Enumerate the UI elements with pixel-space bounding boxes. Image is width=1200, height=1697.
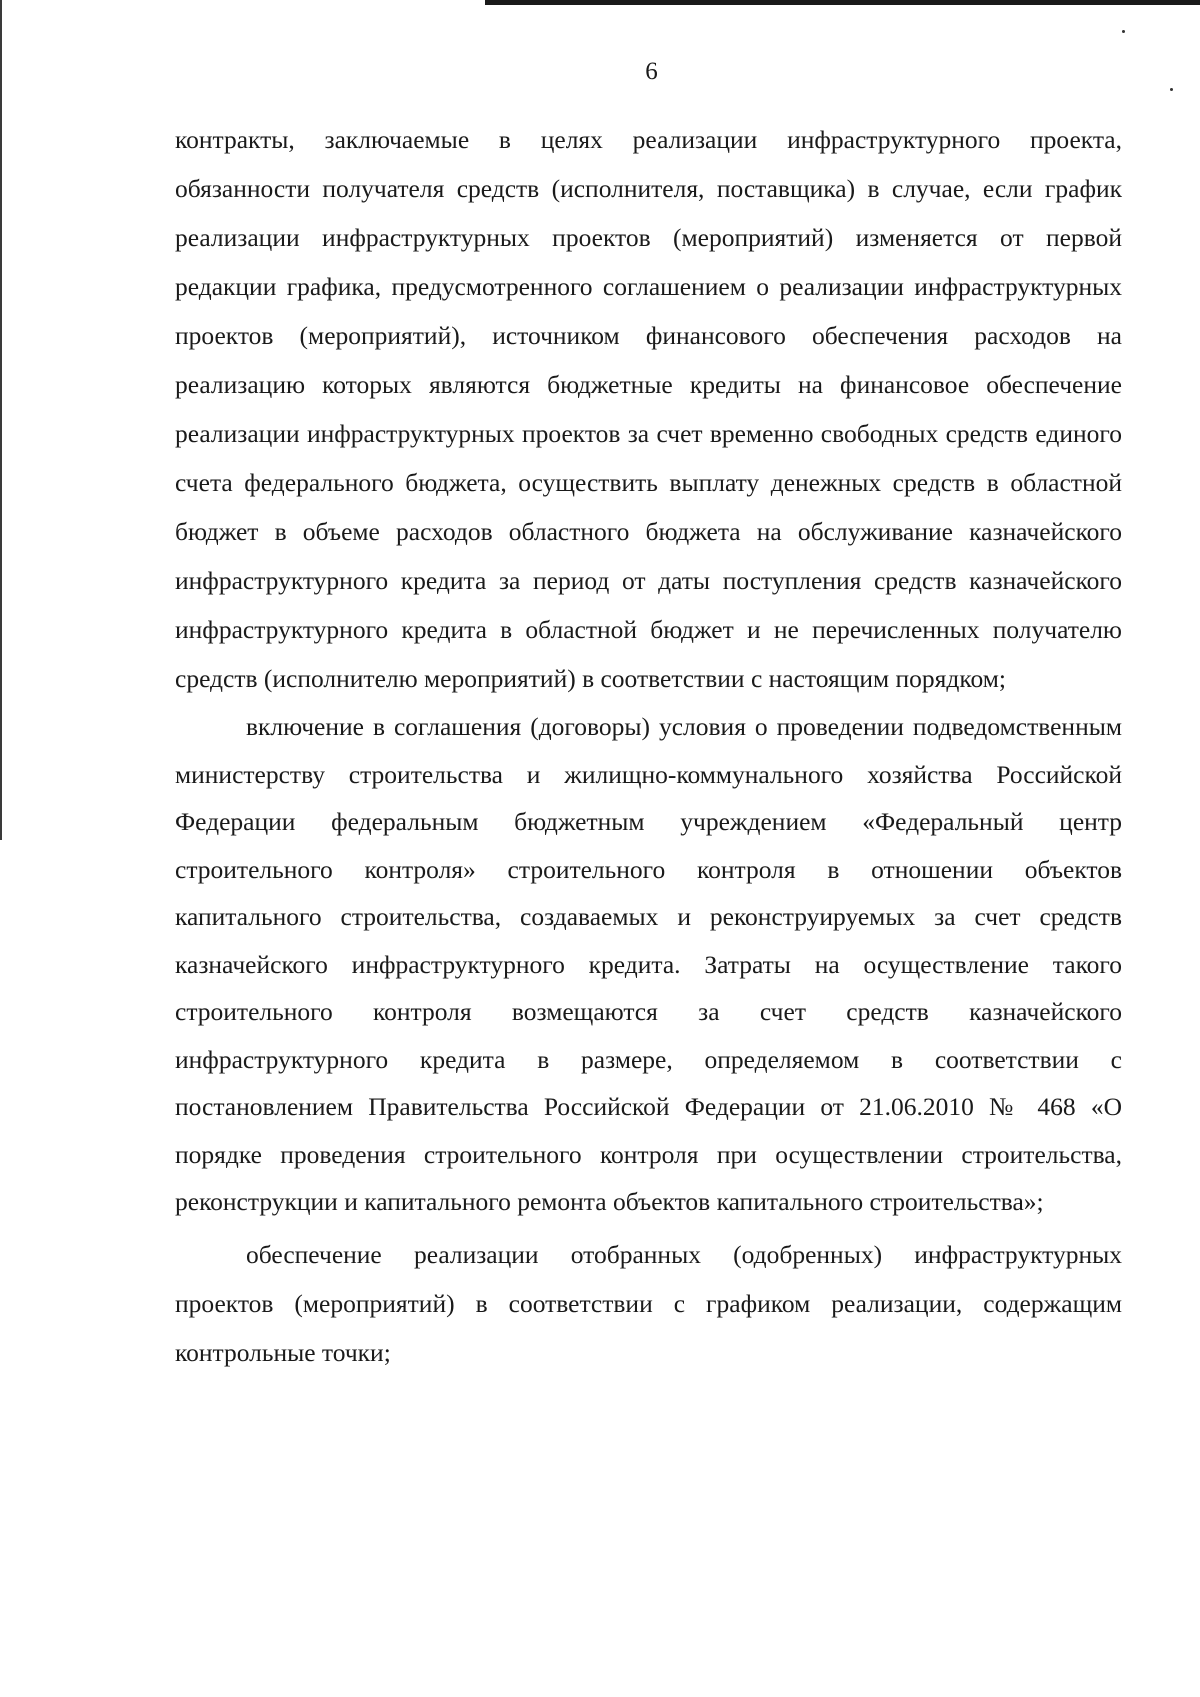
scan-edge-top — [485, 0, 1200, 5]
page-number: 6 — [645, 58, 658, 85]
scan-edge-left — [0, 0, 2, 840]
paragraph-construction-control: включение в соглашения (договоры) условия о проведении подведомственным министерству строительства и жилищно-коммунального хозяйства Российской Федерации федеральным бюджетным учреждением «Федеральный центр строительного контроля» строительного контроля в отношении объектов капитального строительства, создаваемых и реконструируемых за счет средств казначейского инфраструктурного кредита. Затраты на осуществление такого строительного контроля возмещаются за счет средств казначейского инфраструктурного кредита в размере, определяемом в соответствии с постановлением Правительства Российской Федерации от 21.06.2010 № 468 «О порядке проведения строительного контроля при осуществлении строительства, реконструкции и капитального ремонта объектов капитального строительства»; — [175, 712, 1122, 1216]
scan-speck — [1122, 30, 1125, 33]
paragraph-contracts: контракты, заключаемые в целях реализации инфраструктурного проекта, обязанности получателя средств (исполнителя, поставщика) в случае, если график реализации инфраструктурных проектов (мероприятий) изменяется от первой редакции графика, предусмотренного соглашением о реализации инфраструктурных проектов (мероприятий), источником финансового обеспечения расходов на реализацию которых являются бюджетные кредиты на финансовое обеспечение реализации инфраструктурных проектов за счет временно свободных средств единого счета федерального бюджета, осуществить выплату денежных средств в областной бюджет в объеме расходов областного бюджета на обслуживание казначейского инфраструктурного кредита за период от даты поступления средств казначейского инфраструктурного кредита в областной бюджет и не перечисленных получателю средств (исполнителю мероприятий) в соответствии с настоящим порядком; — [175, 125, 1122, 693]
paragraph-implementation: обеспечение реализации отобранных (одобренных) инфраструктурных проектов (мероприятий) в соответствии с графиком реализации, содержащим контрольные точки; — [175, 1239, 1122, 1367]
document-body — [175, 115, 1122, 1377]
